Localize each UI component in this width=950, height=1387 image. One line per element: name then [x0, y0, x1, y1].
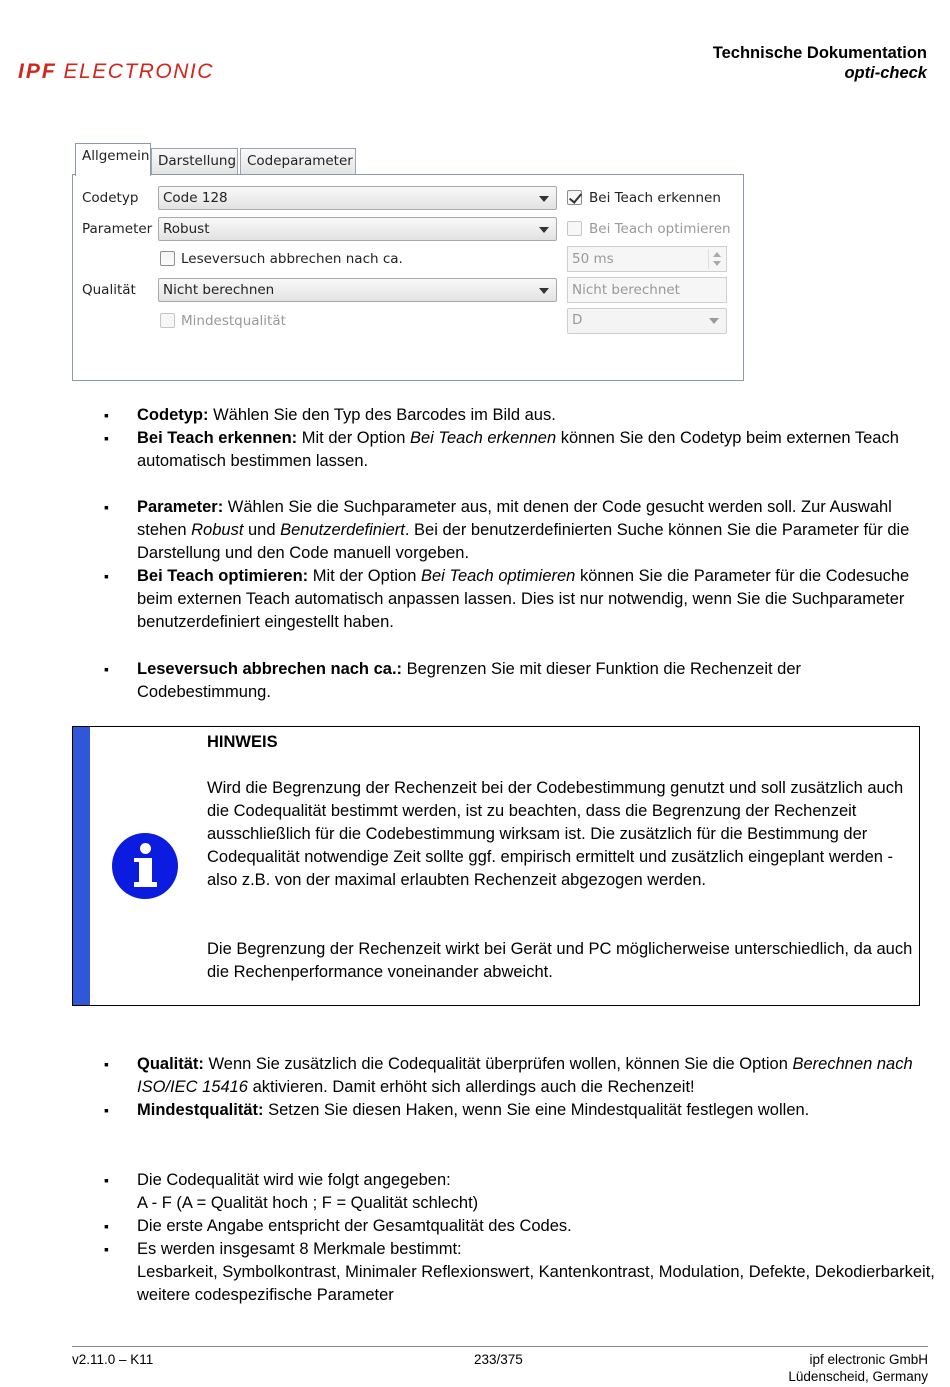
list-item [137, 1053, 937, 1099]
teach-erkennen-label: Bei Teach erkennen [589, 190, 721, 206]
qualitaet-value: Nicht berechnen [163, 282, 275, 298]
emphasis: Berechnen nach ISO/IEC 15416 [137, 1055, 913, 1096]
list-item [137, 427, 937, 473]
text: können Sie die Parameter für die Codesuche beim externen Teach automatisch anpassen lassen. Dies ist nur notwendig, wenn Sie die Suchparameter benutzerdefiniert eingestellt haben. [137, 567, 910, 631]
list-item [137, 496, 937, 565]
qualitaet-select[interactable] [158, 278, 557, 302]
chevron-down-icon [539, 227, 549, 233]
emphasis: Bei Teach optimieren [420, 567, 576, 585]
settings-dialog-screenshot [72, 143, 746, 381]
bullet-list-5 [137, 1169, 937, 1307]
qualitaet-label: Qualität [82, 282, 136, 298]
mindestqualitaet-value: D [572, 312, 583, 328]
mindestqualitaet-select[interactable] [567, 308, 727, 334]
term-bei-teach-erkennen: Bei Teach erkennen: [137, 429, 298, 447]
text: Wählen Sie die Suchparameter aus, mit denen der Code gesucht werden soll. Zur Auswahl stehen [137, 498, 892, 539]
text: A - F (A = Qualität hoch ; F = Qualität schlecht) [137, 1194, 479, 1212]
term-mindestqualitaet: Mindestqualität: [137, 1101, 264, 1119]
bullet-list-4 [137, 1053, 937, 1122]
list-item [137, 565, 937, 634]
text: Mit der Option [308, 567, 421, 585]
teach-erkennen-checkbox[interactable] [567, 190, 582, 205]
list-item [137, 1238, 937, 1307]
parameter-value: Robust [163, 221, 210, 237]
codetyp-value: Code 128 [163, 190, 228, 206]
footer-divider [72, 1346, 928, 1347]
text: Wenn Sie zusätzlich die Codequalität überprüfen wollen, können Sie die Option [203, 1055, 793, 1073]
footer-version: v2.11.0 – K11 [72, 1352, 154, 1367]
text: ▪ Die erste Angabe entspricht der Gesamtqualität des Codes. [137, 1217, 572, 1235]
bullet-list-2 [137, 496, 937, 634]
note-paragraph-2: Die Begrenzung der Rechenzeit wirkt bei Gerät und PC möglicherweise unterschiedlich, da auch die Rechenperformance voneinander abweicht. [207, 940, 913, 981]
bullet-list-1 [137, 404, 937, 473]
timeout-spinbox[interactable] [567, 246, 727, 272]
quality-result-value: Nicht berechnet [572, 282, 680, 298]
chevron-down-icon [709, 318, 719, 324]
teach-optimieren-label: Bei Teach optimieren [589, 221, 731, 237]
text: und [243, 521, 281, 539]
ipf-electronic-logo [18, 60, 214, 84]
note-title: HINWEIS [207, 733, 278, 751]
text: können Sie den Codetyp beim externen Teach automatisch bestimmen lassen. [137, 429, 899, 470]
emphasis: Benutzerdefiniert [280, 521, 405, 539]
list-item [137, 1169, 937, 1215]
codetyp-select[interactable] [158, 186, 557, 210]
tab-darstellung[interactable]: Darstellung [151, 148, 238, 175]
teach-optimieren-checkbox[interactable] [567, 221, 582, 236]
mindestqualitaet-label: Mindestqualität [181, 313, 286, 329]
note-accent-bar [73, 727, 90, 1005]
codetyp-label: Codetyp [82, 190, 139, 206]
tab-codeparameter[interactable]: Codeparameter [240, 148, 356, 175]
text: Mit der Option [297, 429, 410, 447]
doc-title: Technische Dokumentation [712, 44, 927, 62]
list-item [137, 404, 937, 427]
parameter-label: Parameter [82, 221, 153, 237]
term-leseversuch: Leseversuch abbrechen nach ca.: [137, 660, 403, 678]
list-item [137, 1099, 937, 1122]
list-item [137, 658, 937, 704]
term-parameter: Parameter: [137, 498, 224, 516]
footer-location: Lüdenscheid, Germany [788, 1369, 928, 1384]
term-bei-teach-optimieren: Bei Teach optimieren: [137, 567, 309, 585]
text: Setzen Sie diesen Haken, wenn Sie eine Mindestqualität festlegen wollen. [263, 1101, 810, 1119]
info-icon [112, 833, 178, 899]
text: Wählen Sie den Typ des Barcodes im Bild aus. [208, 406, 556, 424]
text: Lesbarkeit, Symbolkontrast, Minimaler Reflexionswert, Kantenkontrast, Modulation, Defekte, Dekodierbarkeit, weitere codespezifische Parameter [137, 1263, 935, 1304]
tab-panel-allgemein [72, 174, 744, 381]
footer-company-name: ipf electronic GmbH [809, 1352, 928, 1367]
term-codetyp: Codetyp: [137, 406, 209, 424]
emphasis: Robust [191, 521, 244, 539]
spinner-arrows-icon[interactable] [708, 249, 724, 269]
abbrechen-checkbox[interactable] [160, 251, 175, 266]
chevron-down-icon [539, 288, 549, 294]
text: ▪ Es werden insgesamt 8 Merkmale bestimmt: [137, 1240, 462, 1258]
text: Begrenzen Sie mit dieser Funktion die Rechenzeit der Codebestimmung. [137, 660, 801, 701]
doc-subtitle: opti-check [844, 64, 927, 82]
logo-electronic: ELECTRONIC [63, 60, 214, 83]
bullet-list-3 [137, 658, 937, 704]
text: aktivieren. Damit erhöht sich allerdings auch die Rechenzeit! [247, 1078, 695, 1096]
parameter-select[interactable] [158, 217, 557, 241]
text: ▪ Die Codequalität wird wie folgt angegeben: [137, 1171, 451, 1189]
hinweis-note-box [72, 726, 920, 1006]
chevron-down-icon [539, 196, 549, 202]
note-paragraph-1: Wird die Begrenzung der Rechenzeit bei der Codebestimmung genutzt und soll zusätzlich auch die Codequalität bestimmt werden, ist zu beachten, dass die Begrenzung der Rechenzeit ausschließlich für die Codebestimmung wirksam ist. Die zusätzlich für die Bestimmung der Codequalität notwendige Zeit sollte ggf. empirisch ermittelt und zusätzlich eingeplant werden - also z.B. von der maximal erlaubten Rechenzeit abgezogen werden. [207, 779, 904, 889]
footer-company [788, 1351, 928, 1385]
footer-page-number: 233/375 [474, 1352, 523, 1367]
timeout-value: 50 ms [572, 251, 614, 267]
abbrechen-label: Leseversuch abbrechen nach ca. [181, 251, 403, 267]
quality-result-field [567, 277, 727, 303]
document-header [713, 43, 927, 83]
term-qualitaet: Qualität: [137, 1055, 204, 1073]
text: . Bei der benutzerdefinierten Suche können Sie die Parameter für die Darstellung und den Code manuell vorgeben. [137, 521, 910, 562]
mindestqualitaet-checkbox[interactable] [160, 313, 175, 328]
list-item [137, 1215, 937, 1238]
emphasis: Bei Teach erkennen [409, 429, 557, 447]
logo-ipf: IPF [18, 60, 57, 83]
tab-allgemein[interactable]: Allgemein [75, 143, 151, 176]
